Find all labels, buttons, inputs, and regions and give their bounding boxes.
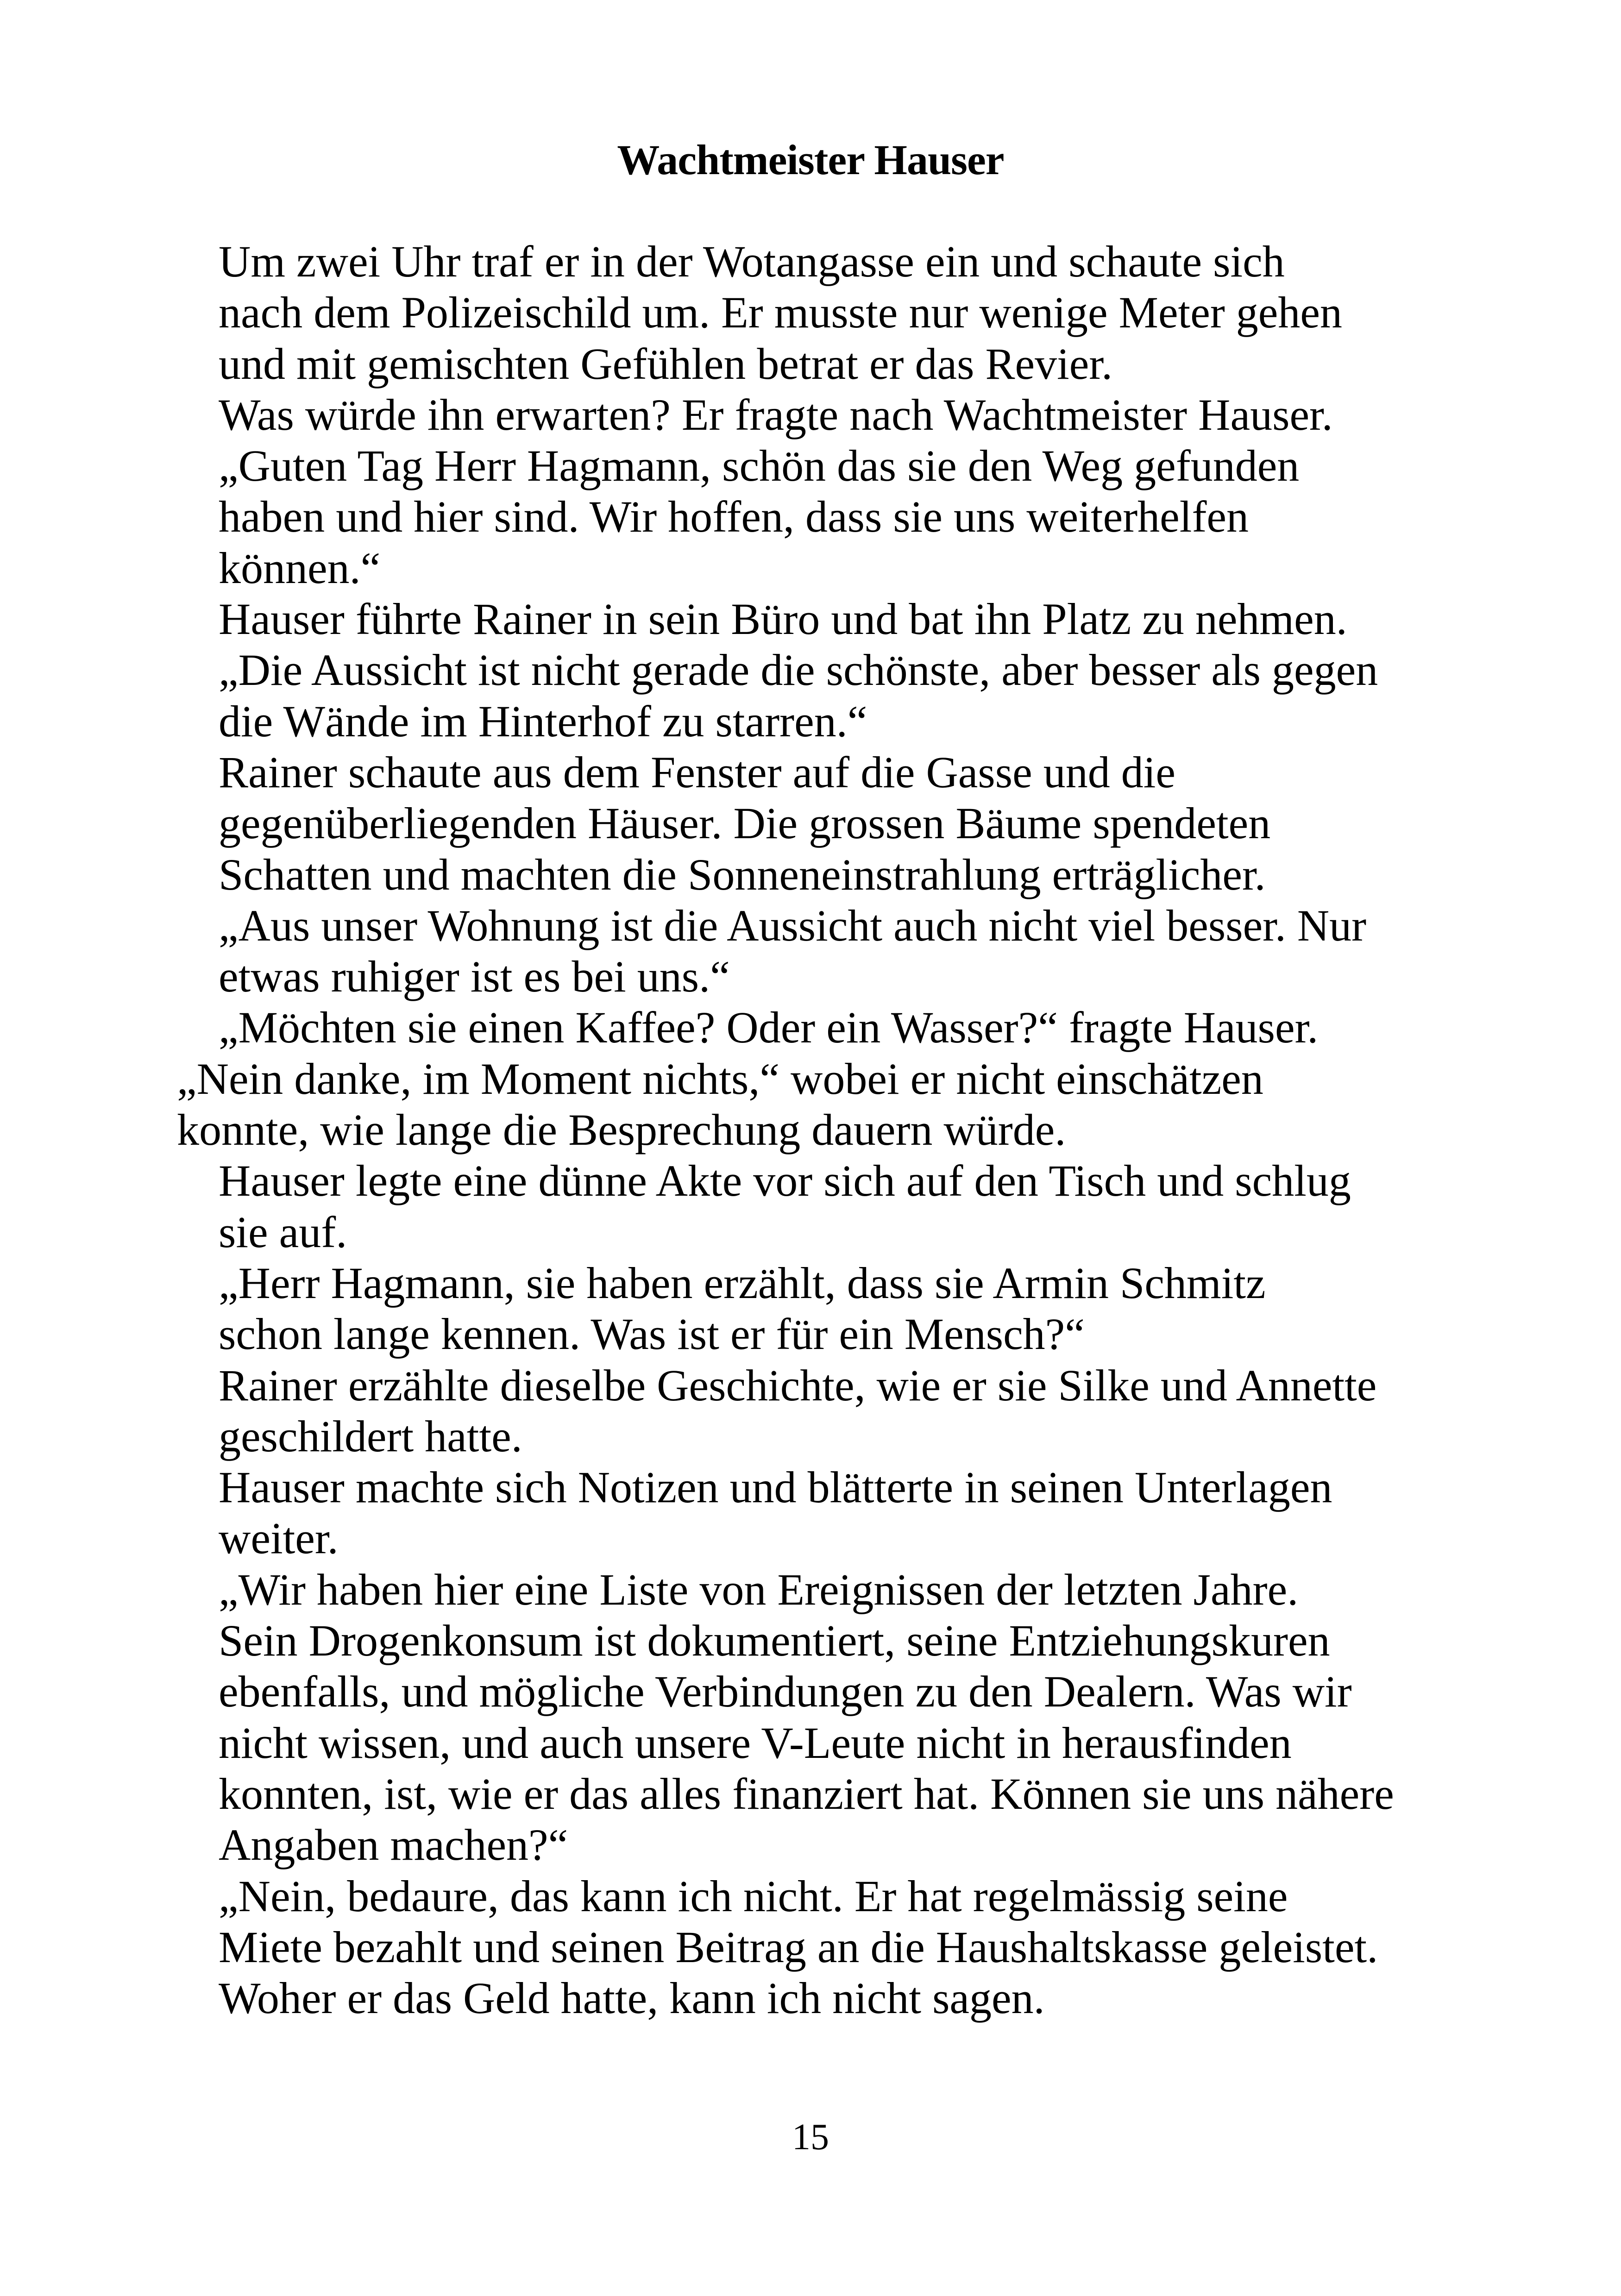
text-line: konnte, wie lange die Besprechung dauern würde. xyxy=(177,1105,1066,1155)
text-line: Um zwei Uhr traf er in der Wotangasse ein und schaute sich xyxy=(219,237,1285,286)
text-line: nach dem Polizeischild um. Er musste nur wenige Meter gehen xyxy=(219,288,1343,338)
text-line: „Nein danke, im Moment nichts,“ wobei er nicht einschätzen xyxy=(177,1054,1263,1104)
paragraph xyxy=(177,1564,1464,1615)
text-line: gegenüberliegenden Häuser. Die grossen Bäume spendeten xyxy=(219,798,1271,848)
text-line: konnten, ist, wie er das alles finanziert hat. Können sie uns nähere xyxy=(219,1769,1394,1819)
text-line: Hauser machte sich Notizen und blätterte in seinen Unterlagen xyxy=(219,1462,1332,1512)
paragraph xyxy=(177,1002,1464,1053)
text-line: etwas ruhiger ist es bei uns.“ xyxy=(219,952,730,1002)
text-line: sie auf. xyxy=(219,1207,347,1257)
text-line: Rainer schaute aus dem Fenster auf die Gasse und die xyxy=(219,747,1176,797)
text-line: Schatten und machten die Sonneneinstrahlung erträglicher. xyxy=(219,849,1266,899)
text-line: können.“ xyxy=(219,543,381,593)
paragraph xyxy=(177,594,1464,645)
text-line: Sein Drogenkonsum ist dokumentiert, seine Entziehungskuren xyxy=(219,1616,1330,1666)
text-line: die Wände im Hinterhof zu starren.“ xyxy=(219,696,867,746)
paragraph xyxy=(177,236,1464,389)
paragraph xyxy=(177,1054,1464,1156)
text-line: Hauser legte eine dünne Akte vor sich auf den Tisch und schlug xyxy=(219,1156,1351,1206)
page-title: Wachtmeister Hauser xyxy=(617,136,1004,183)
text-line: Miete bezahlt und seinen Beitrag an die Haushaltskasse geleistet. xyxy=(219,1922,1378,1972)
paragraph xyxy=(177,389,1464,440)
text-line: weiter. xyxy=(219,1513,339,1563)
paragraph xyxy=(177,1871,1464,2024)
body-text xyxy=(177,236,1464,2024)
paragraph xyxy=(177,747,1464,900)
text-line: „Aus unser Wohnung ist die Aussicht auch nicht viel besser. Nur xyxy=(219,900,1367,950)
paragraph xyxy=(177,1615,1464,1870)
text-line: und mit gemischten Gefühlen betrat er das Revier. xyxy=(219,339,1113,389)
text-line: „Nein, bedaure, das kann ich nicht. Er hat regelmässig seine xyxy=(219,1871,1288,1921)
paragraph xyxy=(177,1462,1464,1564)
text-line: „Möchten sie einen Kaffee? Oder ein Wasser?“ fragte Hauser. xyxy=(219,1003,1319,1053)
text-line: nicht wissen, und auch unsere V-Leute nicht in herausfinden xyxy=(219,1718,1292,1768)
page-number: 15 xyxy=(792,2117,829,2158)
text-line: Rainer erzählte dieselbe Geschichte, wie er sie Silke und Annette xyxy=(219,1360,1377,1410)
paragraph xyxy=(177,900,1464,1003)
text-line: haben und hier sind. Wir hoffen, dass sie uns weiterhelfen xyxy=(219,492,1249,542)
text-line: Hauser führte Rainer in sein Büro und bat ihn Platz zu nehmen. xyxy=(219,594,1347,644)
text-line: geschildert hatte. xyxy=(219,1411,522,1461)
text-line: „Wir haben hier eine Liste von Ereignissen der letzten Jahre. xyxy=(219,1564,1299,1614)
text-line: „Die Aussicht ist nicht gerade die schönste, aber besser als gegen xyxy=(219,645,1378,695)
text-line: „Guten Tag Herr Hagmann, schön das sie den Weg gefunden xyxy=(219,441,1300,491)
paragraph xyxy=(177,1360,1464,1462)
text-line: ebenfalls, und mögliche Verbindungen zu den Dealern. Was wir xyxy=(219,1667,1352,1717)
paragraph xyxy=(177,1258,1464,1360)
text-line: Angaben machen?“ xyxy=(219,1820,568,1870)
paragraph xyxy=(177,440,1464,594)
paragraph xyxy=(177,645,1464,747)
paragraph xyxy=(177,1155,1464,1258)
text-line: „Herr Hagmann, sie haben erzählt, dass sie Armin Schmitz xyxy=(219,1258,1266,1308)
text-line: Woher er das Geld hatte, kann ich nicht sagen. xyxy=(219,1973,1045,2023)
text-line: schon lange kennen. Was ist er für ein Mensch?“ xyxy=(219,1309,1085,1359)
text-line: Was würde ihn erwarten? Er fragte nach Wachtmeister Hauser. xyxy=(219,389,1333,439)
